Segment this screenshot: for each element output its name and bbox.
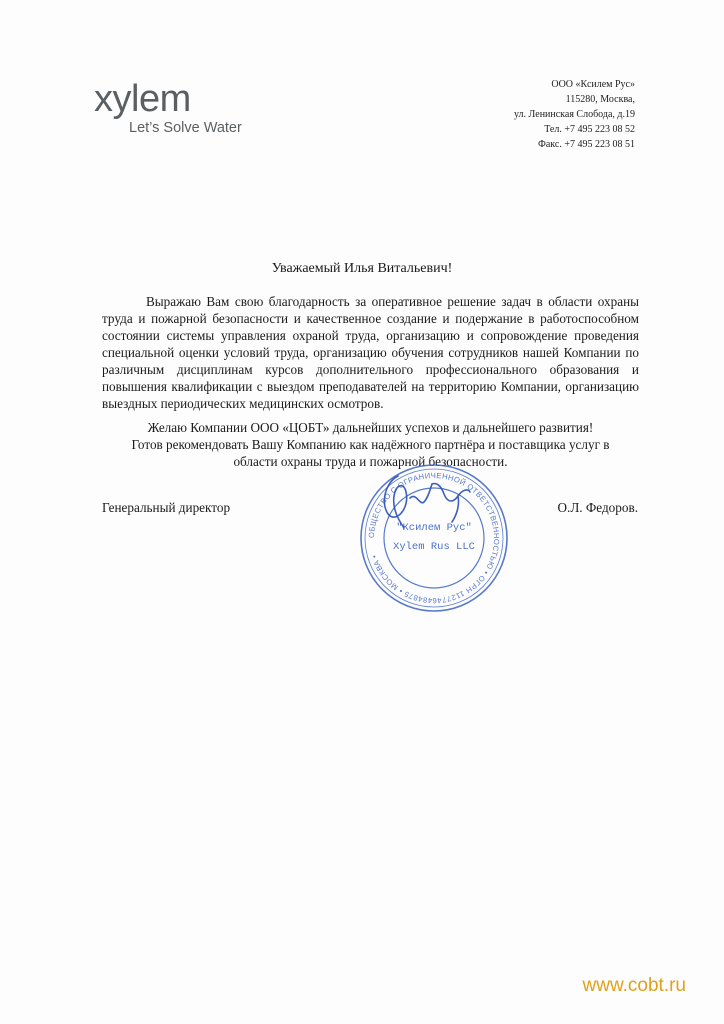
sender-company: ООО «Ксилем Рус» xyxy=(551,79,635,90)
letter-body xyxy=(102,293,639,412)
wishes-line: Желаю Компании ООО «ЦОБТ» дальнейших успехов и дальнейшего развития! xyxy=(147,420,594,435)
svg-text:ОБЩЕСТВО С ОГРАНИЧЕННОЙ ОТВЕТС xyxy=(367,471,501,605)
stamp-name-en: Xylem Rus LLC xyxy=(393,541,475,553)
website-link[interactable]: www.cobt.ru xyxy=(582,975,686,996)
wishes-line: области охраны труда и пожарной безопасности. xyxy=(233,454,508,469)
stamp-ring-text: ОБЩЕСТВО С ОГРАНИЧЕННОЙ ОТВЕТСТВЕННОСТЬЮ • ОГРН 1127746484875 • МОСКВА • xyxy=(366,470,502,606)
wishes-line: Готов рекомендовать Вашу Компанию как надёжного партнёра и поставщика услуг в xyxy=(131,437,610,452)
sender-address xyxy=(514,77,635,152)
signatory-name: О.Л. Федоров. xyxy=(557,500,638,515)
sender-postcode: 115280, Москва, xyxy=(565,94,635,105)
sender-phone: Тел. +7 495 223 08 52 xyxy=(544,124,635,135)
signatory-title: Генеральный директор xyxy=(102,500,231,515)
stamp-name-ru: "Ксилем Рус" xyxy=(396,522,472,534)
salutation: Уважаемый Илья Витальевич! xyxy=(271,261,453,276)
body-paragraph: Выражаю Вам свою благодарность за оперативное решение задач в области охраны труда и пожарной безопасности и качественное создание и подержание в работоспособном состоянии системы управления охраной труда, организацию и сопровождение проведения специальной оценки условий труда, организацию обучения сотрудников нашей Компании по различным дисциплинам курсов дополнительного профессионального образования и повышения квалификации с выездом преподавателей на территорию Компании, организацию выездных периодических медицинских осмотров. xyxy=(102,294,639,411)
logo-tagline: Let’s Solve Water xyxy=(129,120,242,136)
company-stamp xyxy=(358,462,510,614)
sender-street: ул. Ленинская Слобода, д.19 xyxy=(513,109,635,120)
sender-fax: Факс. +7 495 223 08 51 xyxy=(537,139,635,150)
xylem-logo: xylem xyxy=(94,78,191,120)
